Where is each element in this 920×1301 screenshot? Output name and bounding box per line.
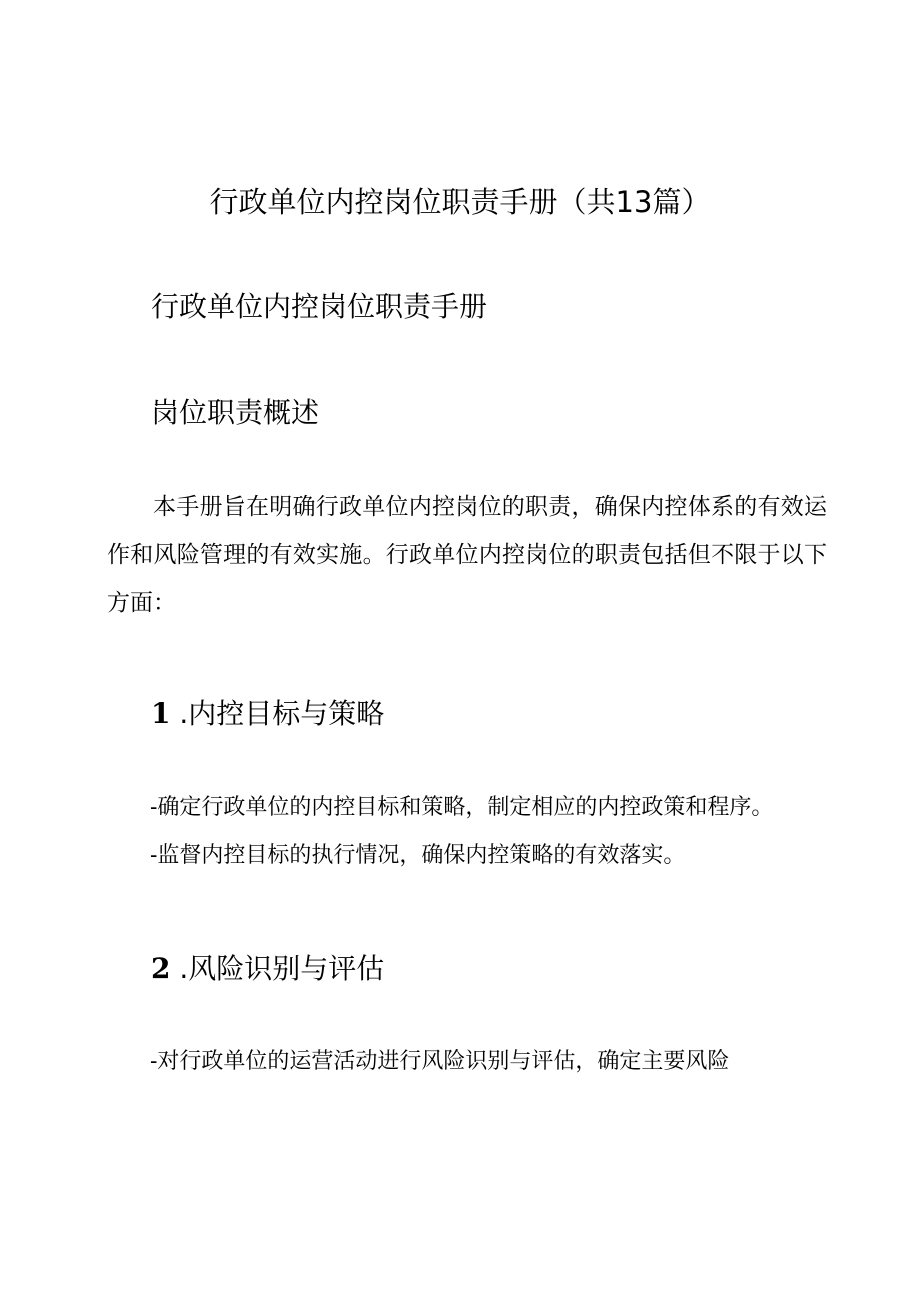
section-1-number: 1	[151, 697, 171, 730]
document-title: 行政单位内控岗位职责手册（共13篇）	[209, 185, 711, 219]
section-2-bullet-1: -对行政单位的运营活动进行风险识别与评估，确定主要风险	[150, 1049, 730, 1074]
section-2-title: .风险识别与评估	[179, 952, 385, 985]
section-1-bullet-1: -确定行政单位的内控目标和策略，制定相应的内控政策和程序。	[150, 795, 774, 820]
overview-heading: 岗位职责概述	[151, 396, 320, 429]
section-1-title: .内控目标与策略	[179, 697, 385, 730]
section-2-heading	[151, 951, 384, 987]
section-1-heading	[151, 696, 384, 732]
intro-paragraph: 本手册旨在明确行政单位内控岗位的职责，确保内控体系的有效运作和风险管理的有效实施。行政单位内控岗位的职责包括但不限于以下方面：	[107, 494, 827, 616]
subtitle-heading: 行政单位内控岗位职责手册	[151, 290, 488, 323]
section-1-bullet-2: -监督内控目标的执行情况，确保内控策略的有效落实。	[150, 843, 686, 868]
section-2-number: 2	[151, 952, 171, 985]
